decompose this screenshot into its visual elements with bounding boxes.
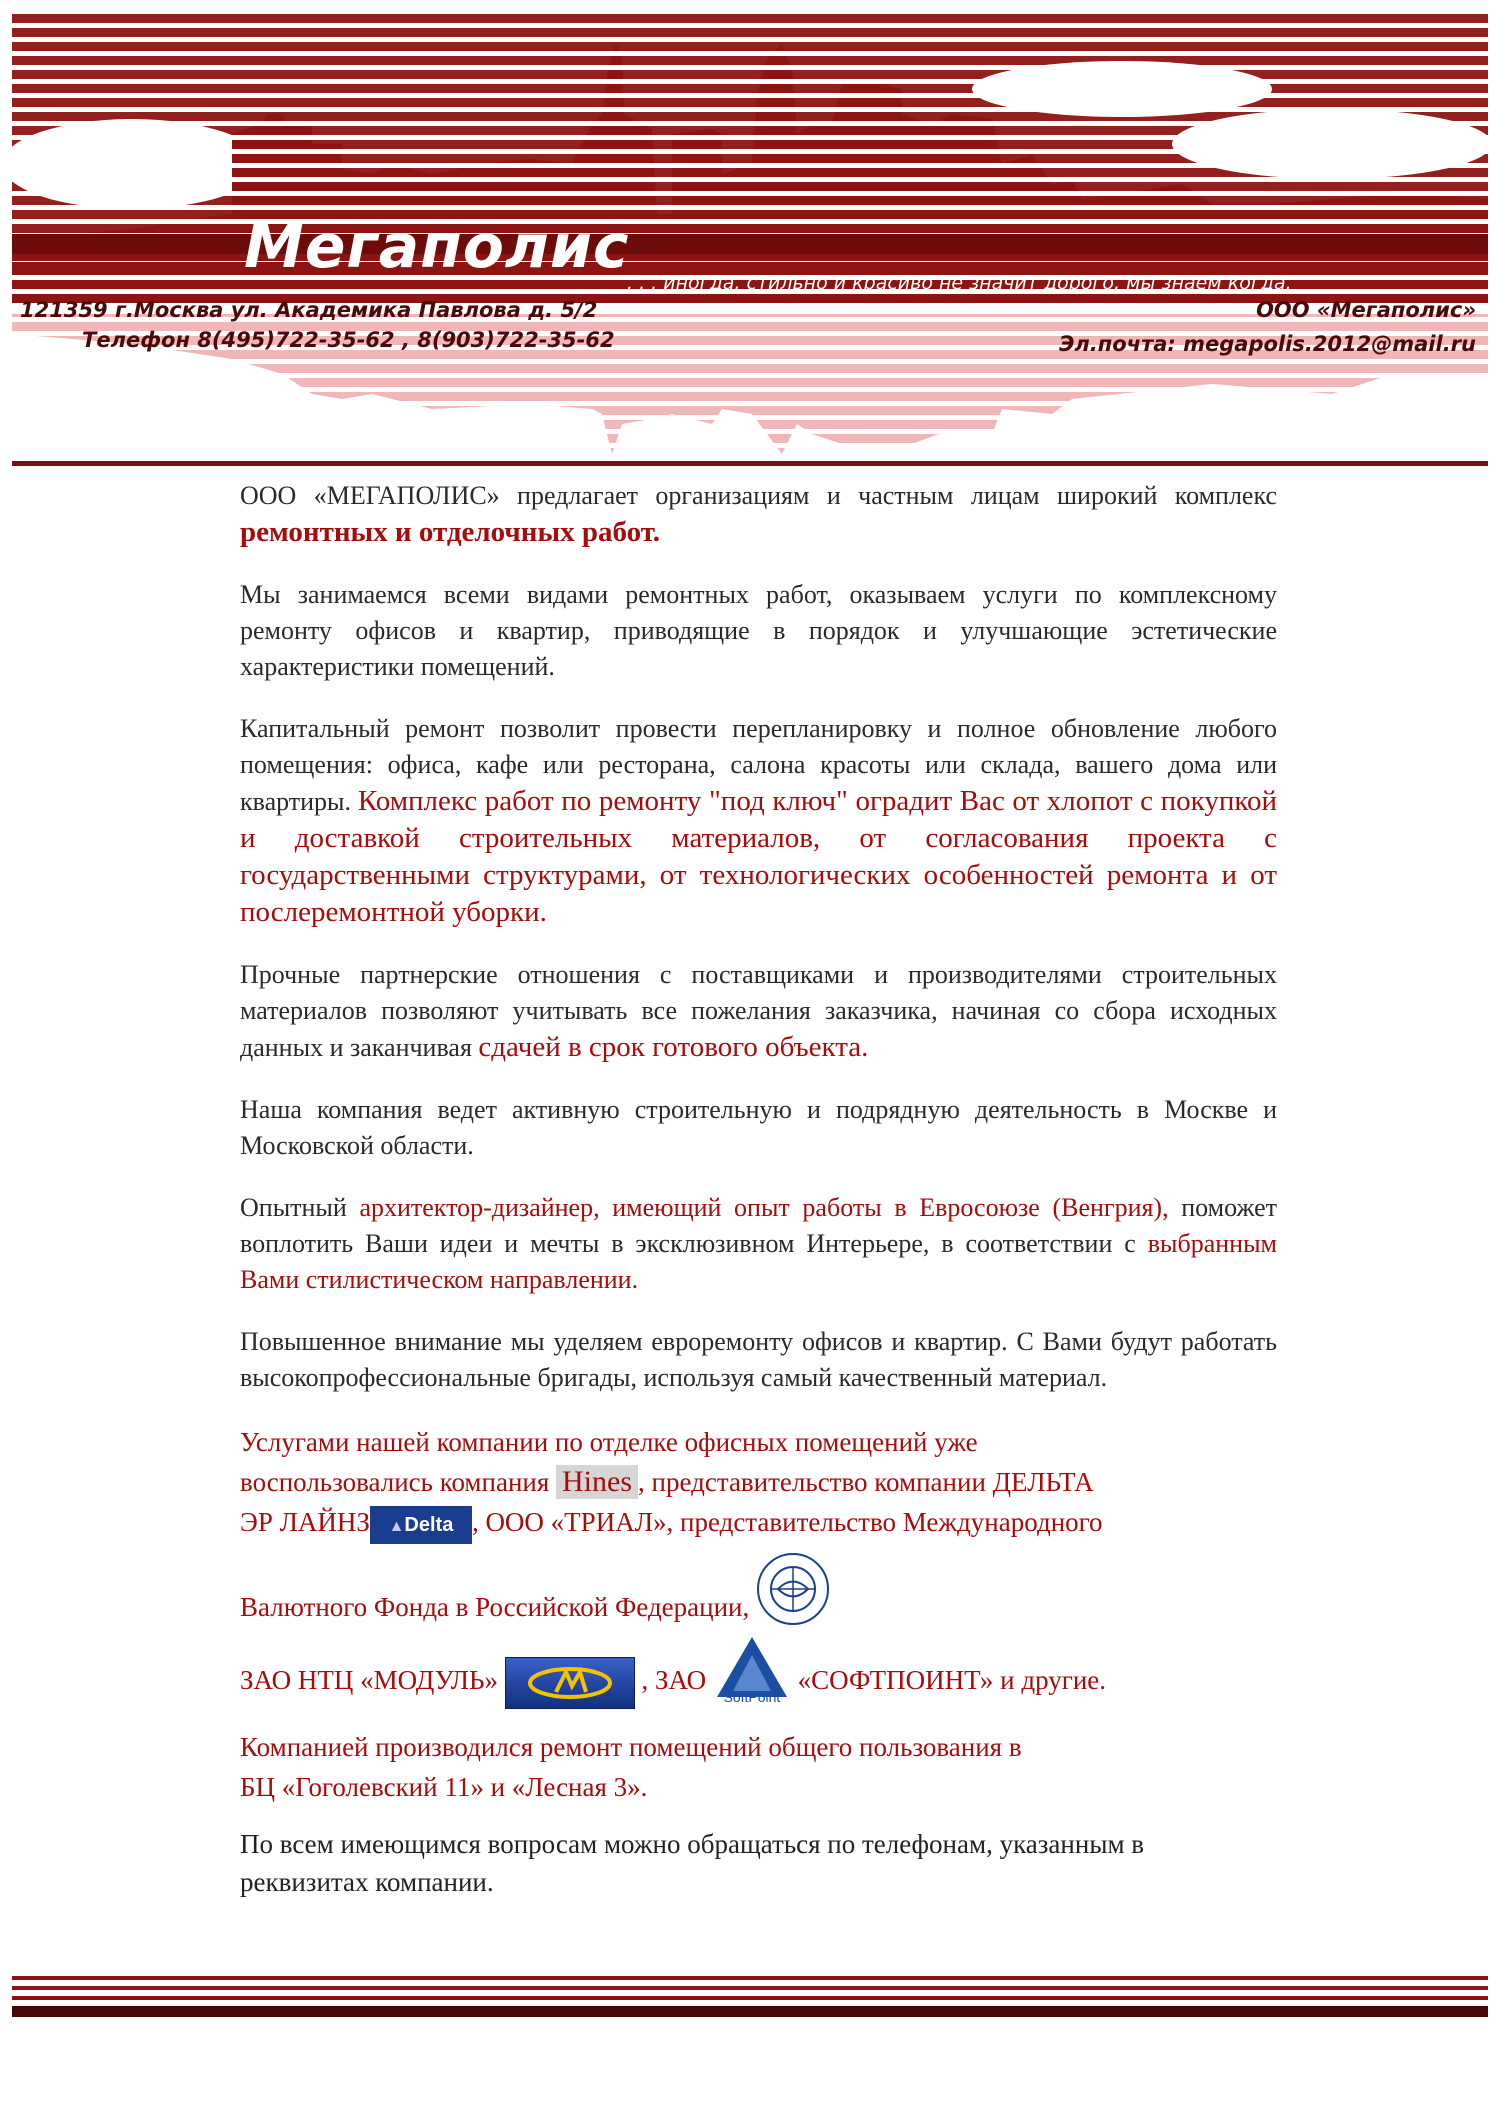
paragraph-region: Наша компания ведет активную строительную и подрядную деятельность в Москве и Московской области. xyxy=(240,1095,1277,1160)
main-content xyxy=(240,478,1277,1901)
clients-line-3-tail: , ООО «ТРИАЛ», представительство Международного xyxy=(471,1507,1103,1537)
clients-line-5 xyxy=(240,1635,1277,1717)
paragraph-designer xyxy=(240,1190,1277,1298)
paragraph-capital-repair xyxy=(240,711,1277,931)
clients-line-2-text: воспользовались компания xyxy=(240,1467,557,1497)
email: Эл.почта: megapolis.2012@mail.ru xyxy=(1058,332,1476,356)
clients-line-2-tail: , представительство компании ДЕЛЬТА xyxy=(638,1467,1094,1497)
imf-logo-icon xyxy=(756,1552,830,1626)
slogan: . . . иногда, стильно и красиво не значит дорого, мы знаем когда. xyxy=(627,272,1292,294)
footer-line xyxy=(12,1996,1488,2000)
designer-highlight-2: выбранным Вами стилистическом направлении. xyxy=(240,1229,1277,1294)
capital-highlight: Комплекс работ по ремонту "под ключ" оградит Вас от хлопот с покупкой и доставкой строительных материалов, от согласования проекта с государственными структурами, от технологических особенностей ремонта и от послеремонтной уборки. xyxy=(240,785,1277,928)
delta-triangle-icon: ▲ xyxy=(388,1517,405,1535)
clients-line-5-mid: , ЗАО xyxy=(641,1664,713,1695)
clients-line-2 xyxy=(240,1462,1277,1502)
softpoint-logo-label: SoftPoint xyxy=(723,1688,781,1705)
company-name: ООО «Мегаполис» xyxy=(1256,298,1476,322)
header-banner xyxy=(12,14,1488,466)
delta-logo-label: Delta xyxy=(404,1513,454,1536)
clients-line-5-tail: «СОФТПОИНТ» и другие. xyxy=(797,1664,1107,1695)
header-divider xyxy=(12,461,1488,466)
designer-text-2: поможет воплотить Ваши идеи и мечты в эксклюзивном Интерьере, в соответствии с xyxy=(240,1193,1277,1258)
partners-highlight: сдачей в срок готового объекта. xyxy=(478,1031,869,1063)
contact-note: По всем имеющимся вопросам можно обращаться по телефонам, указанным в реквизитах компании. xyxy=(240,1828,1145,1897)
paragraph-partners xyxy=(240,957,1277,1066)
delta-logo xyxy=(370,1506,472,1544)
address: 121359 г.Москва ул. Академика Павлова д. 5/2 xyxy=(20,298,598,322)
clients-line-7: БЦ «Гоголевский 11» и «Лесная 3». xyxy=(240,1771,648,1802)
footer-line xyxy=(12,1976,1488,1980)
phone-numbers: Телефон 8(495)722-35-62 , 8(903)722-35-62 xyxy=(82,328,615,352)
clients-line-3 xyxy=(240,1502,1277,1544)
clients-line-3-text: ЭР ЛАЙНЗ xyxy=(240,1507,370,1537)
paragraph-services: Мы занимаемся всеми видами ремонтных работ, оказываем услуги по комплексному ремонту офисов и квартир, приводящие в порядок и улучшающие эстетические характеристики помещений. xyxy=(240,580,1277,681)
modul-logo-icon xyxy=(505,1657,635,1709)
designer-text-1: Опытный xyxy=(240,1193,360,1222)
clients-block xyxy=(240,1422,1277,1807)
clients-line-5-text: ЗАО НТЦ «МОДУЛЬ» xyxy=(240,1664,498,1695)
capital-text: Капитальный ремонт позволит провести перепланировку и полное обновление любого помещения: офиса, кафе или ресторана, салона красоты или склада, вашего дома или квартиры. xyxy=(240,714,1277,816)
footer-stripes xyxy=(12,1976,1488,2023)
hines-logo: Hines xyxy=(556,1465,638,1499)
footer-line-thick xyxy=(12,2006,1488,2017)
softpoint-logo xyxy=(713,1635,791,1717)
paragraph-intro xyxy=(240,478,1277,551)
clients-line-4-text: Валютного Фонда в Российской Федерации, xyxy=(240,1591,750,1622)
designer-highlight-1: архитектор-дизайнер, имеющий опыт работы в Евросоюзе (Венгрия), xyxy=(359,1193,1169,1222)
brand-title: Мегаполис xyxy=(244,212,630,282)
partners-text: Прочные партнерские отношения с поставщиками и производителями строительных материалов позволяют учитывать все пожелания заказчика, начиная со сбора исходных данных и заканчивая xyxy=(240,960,1277,1062)
clients-line-4 xyxy=(240,1552,1277,1627)
intro-highlight: ремонтных и отделочных работ. xyxy=(240,516,661,548)
clients-line-1: Услугами нашей компании по отделке офисных помещений уже xyxy=(240,1427,978,1457)
intro-text: ООО «МЕГАПОЛИС» предлагает организациям и частным лицам широкий комплекс xyxy=(240,481,1277,510)
footer-line xyxy=(12,1986,1488,1990)
skyline-image xyxy=(12,14,1488,466)
paragraph-euro-repair: Повышенное внимание мы уделяем евроремонту офисов и квартир. С Вами будут работать высокопрофессиональные бригады, используя самый качественный материал. xyxy=(240,1327,1277,1392)
clients-line-6: Компанией производился ремонт помещений общего пользования в xyxy=(240,1731,1022,1762)
